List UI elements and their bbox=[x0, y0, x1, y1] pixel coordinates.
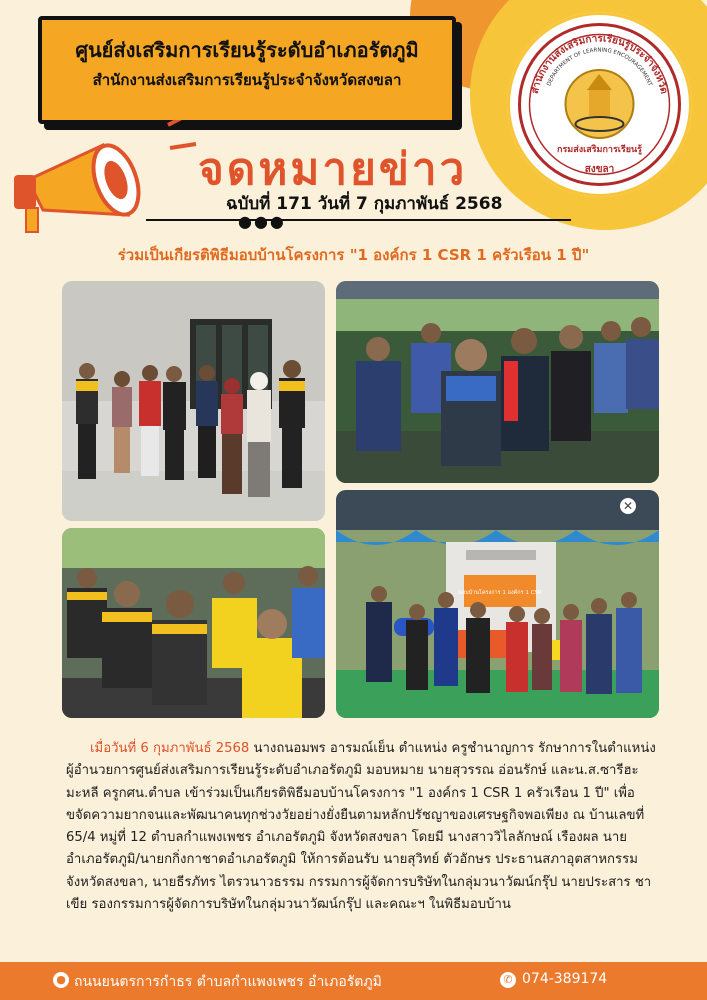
headline: ร่วมเป็นเกียรติพิธีมอบบ้านโครงการ "1 องค์กร 1 CSR 1 ครัวเรือน 1 ปี" bbox=[117, 246, 590, 264]
newsletter-title: จดหมายข่าว bbox=[198, 144, 468, 195]
footer-phone: 074-389174 bbox=[522, 971, 608, 987]
footer-bar bbox=[0, 962, 707, 1000]
seal-en-text: DEPARTMENT OF LEARNING ENCOURAGEMENT bbox=[546, 47, 653, 88]
megaphone-icon bbox=[8, 120, 198, 244]
center-name: ศูนย์ส่งเสริมการเรียนรู้ระดับอำเภอรัตภูมิ bbox=[75, 38, 419, 62]
photo-group-front-house bbox=[62, 281, 325, 521]
phone-icon: ✆ bbox=[500, 972, 516, 988]
divider bbox=[146, 219, 571, 221]
department-seal-logo bbox=[507, 12, 692, 197]
photo-handover-ceremony bbox=[336, 490, 659, 718]
issue-number: ฉบับที่ 171 วันที่ 7 กุมภาพันธ์ 2568 bbox=[226, 194, 503, 214]
location-icon: ● bbox=[53, 972, 69, 988]
close-icon[interactable]: ✕ bbox=[620, 498, 636, 514]
footer-address: ถนนยนตรการกำธร ตำบลกำแพงเพชร อำเภอรัตภูมิ bbox=[74, 974, 382, 990]
news-body bbox=[66, 738, 656, 916]
photo-seated-audience bbox=[62, 528, 325, 718]
seal-top-text: สำนักงานส่งเสริมการเรียนรู้ประจำจังหวัด bbox=[529, 33, 670, 95]
photo-seated-officials bbox=[336, 281, 659, 483]
banner-sign: มอบบ้านโครงการ 1 องค์กร 1 CSR bbox=[458, 590, 542, 596]
seal-province: สงขลา bbox=[584, 164, 615, 175]
header-banner bbox=[38, 16, 456, 124]
dots-decoration: ●●● bbox=[238, 212, 286, 231]
news-text: นางถนอมพร อารมณ์เย็น ตำแหน่ง ครูชำนาญการ รักษาการในตำแหน่ง ผู้อำนวยการศูนย์ส่งเสริมการเรียนรู้ระดับอำเภอรัตภูมิ มอบหมาย นายสุวรรณ อ่อนรักษ์ และน.ส.ซารีฮะ มะหลี ครูกศน.ตำบล เข้าร่วมเป็นเกียรติพิธีมอบบ้านโครงการ "1 องค์กร 1 CSR 1 ครัวเรือน 1 ปี" เพื่อขจัดความยากจนและพัฒนาคนทุกช่วงวัยอย่างยั่งยืนตามหลักปรัชญาของเศรษฐกิจพอเพียง ณ บ้านเลขที่ 65/4 หมู่ที่ 12 ตำบลกำแพงเพชร อำเภอรัตภูมิ จังหวัดสงขลา โดยมี นางสาววิไลลักษณ์ เรืองผล นายอำเภอรัตภูมิ/นายกกิ่งกาชาดอำเภอรัตภูมิ ให้การต้อนรับ นายสุวิทย์ ตัวอักษร ประธานสภาอุตสาหกรรมจังหวัดสงขลา, นายธีรภัทร ไตรวนาวธรรม กรรมการผู้จัดการบริษัทในกลุ่มวนาวัฒน์กรุ๊ป นายประสาร ชาเขีย รองกรรมการผู้จัดการบริษัทในกลุ่มวนาวัฒน์กรุ๊ป และคณะฯ ในพิธีมอบบ้าน bbox=[66, 741, 656, 913]
news-date: เมื่อวันที่ 6 กุมภาพันธ์ 2568 bbox=[90, 741, 250, 756]
office-name: สำนักงานส่งเสริมการเรียนรู้ประจำจังหวัดสงขลา bbox=[92, 71, 402, 89]
seal-bottom-text: กรมส่งเสริมการเรียนรู้ bbox=[557, 145, 642, 155]
